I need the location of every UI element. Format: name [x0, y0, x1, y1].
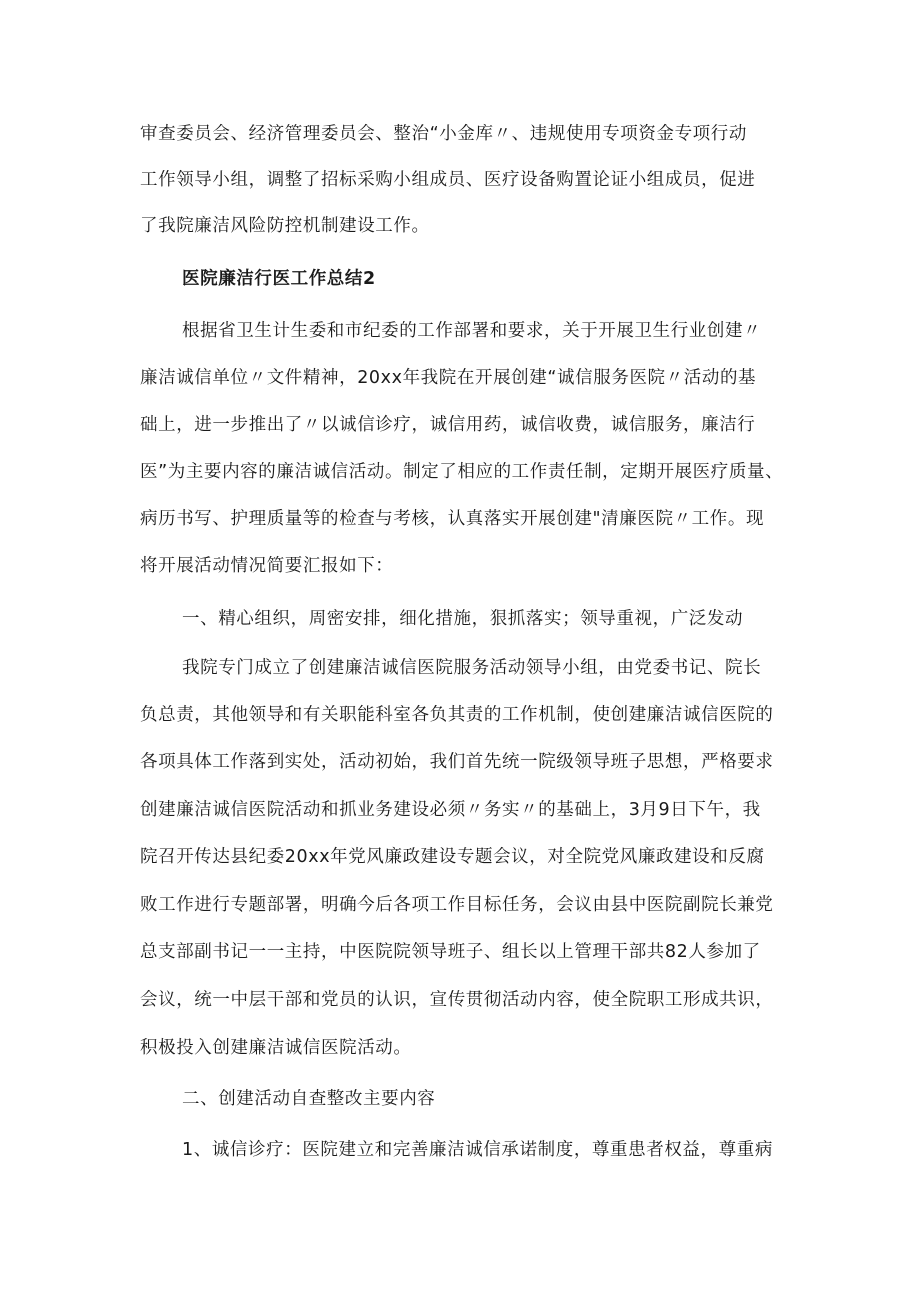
paragraph-line: 院召开传达县纪委20xx年党风廉政建设专题会议，对全院党风廉政建设和反腐	[140, 847, 765, 867]
paragraph-line: 工作领导小组，调整了招标采购小组成员、医疗设备购置论证小组成员，促进	[140, 170, 756, 190]
paragraph-line: 医”为主要内容的廉洁诚信活动。制定了相应的工作责任制，定期开展医疗质量、	[140, 462, 784, 482]
paragraph-line: 了我院廉洁风险防控机制建设工作。	[140, 216, 430, 236]
paragraph-line: 我院专门成立了创建廉洁诚信医院服务活动领导小组，由党委书记、院长	[182, 658, 762, 678]
section-title: 医院廉洁行医工作总结2	[182, 269, 376, 289]
paragraph-line: 积极投入创建廉洁诚信医院活动。	[140, 1038, 412, 1058]
paragraph-line: 总支部副书记一一主持，中医院院领导班子、组长以上管理干部共82人参加了	[140, 942, 761, 962]
paragraph-line: 病历书写、护理质量等的检查与考核，认真落实开展创建"清廉医院〃工作。现	[140, 509, 765, 529]
paragraph-line: 1、诚信诊疗：医院建立和完善廉洁诚信承诺制度，尊重患者权益，尊重病	[182, 1140, 773, 1160]
paragraph-line: 创建廉洁诚信医院活动和抓业务建设必须〃务实〃的基础上，3月9日下午，我	[140, 800, 761, 820]
paragraph-line: 将开展活动情况简要汇报如下：	[140, 556, 394, 576]
subheading: 二、创建活动自查整改主要内容	[182, 1089, 436, 1109]
paragraph-line: 各项具体工作落到实处，活动初始，我们首先统一院级领导班子思想，严格要求	[140, 752, 774, 772]
paragraph-line: 会议，统一中层干部和党员的认识，宣传贯彻活动内容，使全院职工形成共识，	[140, 990, 774, 1010]
paragraph-line: 负总责，其他领导和有关职能科室各负其责的工作机制，使创建廉洁诚信医院的	[140, 705, 774, 725]
paragraph-line: 础上，进一步推出了〃以诚信诊疗，诚信用药，诚信收费，诚信服务，廉洁行	[140, 415, 756, 435]
paragraph-line: 廉洁诚信单位〃文件精神，20xx年我院在开展创建“诚信服务医院〃活动的基	[140, 368, 757, 388]
paragraph-line: 败工作进行专题部署，明确今后各项工作目标任务，会议由县中医院副院长兼党	[140, 895, 774, 915]
paragraph-line: 根据省卫生计生委和市纪委的工作部署和要求，关于开展卫生行业创建〃	[182, 321, 762, 341]
subheading: 一、精心组织，周密安排，细化措施，狠抓落实；领导重视，广泛发动	[182, 609, 744, 629]
paragraph-line: 审查委员会、经济管理委员会、整治“小金库〃、违规使用专项资金专项行动	[140, 124, 747, 144]
